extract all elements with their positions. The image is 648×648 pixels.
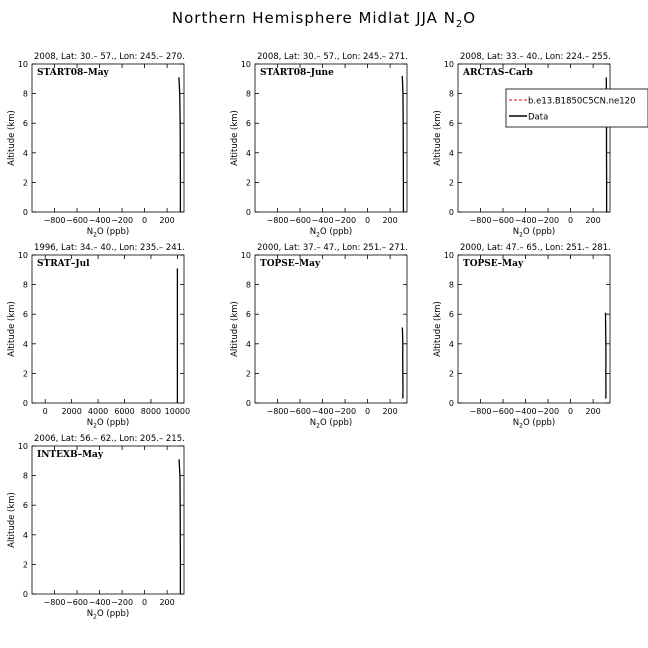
y-tick-label: 4 — [22, 148, 28, 158]
x-axis-label: $N_2O$ (ppb) — [309, 227, 353, 239]
x-tick-label: −600 — [289, 216, 312, 225]
panel-5 — [230, 243, 408, 430]
y-tick-label: 10 — [240, 60, 251, 69]
y-tick-label: 8 — [22, 471, 28, 481]
x-tick-label: −800 — [469, 407, 492, 416]
y-tick-label: 0 — [245, 208, 251, 217]
figure-title-main: Northern Hemisphere Midlat JJA N — [171, 9, 456, 27]
x-tick-label: −200 — [334, 407, 357, 416]
y-tick-label: 0 — [245, 399, 251, 408]
x-tick-label: 10000 — [164, 407, 191, 416]
x-tick-label: −200 — [537, 407, 560, 416]
y-tick-label: 0 — [22, 590, 28, 599]
figure-title — [172, 9, 476, 30]
y-tick-label: 2 — [22, 369, 28, 379]
y-tick-label: 6 — [245, 310, 251, 320]
data-profile-line — [402, 76, 403, 212]
y-tick-label: 6 — [448, 310, 454, 320]
legend-model-label: b.e13.B1850C5CN.ne120 — [528, 96, 636, 107]
x-tick-label: 4000 — [87, 407, 109, 416]
x-tick-label: 200 — [382, 216, 398, 225]
plot-frame — [32, 255, 184, 403]
y-axis-label: Altitude (km) — [7, 110, 17, 166]
x-tick-label: 0 — [142, 216, 148, 225]
y-tick-label: 10 — [443, 60, 454, 69]
campaign-label: INTEXB–May — [37, 450, 104, 460]
x-tick-label: −400 — [88, 598, 111, 607]
panel-4 — [7, 243, 190, 430]
x-tick-label: −200 — [334, 216, 357, 225]
y-tick-label: 8 — [245, 280, 251, 290]
y-tick-label: 4 — [448, 339, 454, 349]
x-tick-label: −600 — [289, 407, 312, 416]
plot-frame — [32, 64, 184, 212]
y-tick-label: 6 — [448, 119, 454, 129]
campaign-label: TOPSE–May — [260, 259, 321, 269]
y-tick-label: 0 — [22, 208, 28, 217]
x-tick-label: −400 — [311, 216, 334, 225]
y-tick-label: 4 — [448, 148, 454, 158]
y-tick-label: 2 — [448, 178, 454, 188]
y-tick-label: 0 — [448, 208, 454, 217]
plot-frame — [255, 64, 407, 212]
y-tick-label: 10 — [240, 251, 251, 260]
y-tick-label: 4 — [245, 148, 251, 158]
x-tick-label: 0 — [568, 407, 574, 416]
legend-data-label: Data — [528, 112, 549, 123]
panel-3 — [433, 52, 611, 239]
x-tick-label: −800 — [43, 598, 66, 607]
y-tick-label: 8 — [22, 280, 28, 290]
y-tick-label: 8 — [448, 89, 454, 99]
plot-frame — [255, 255, 407, 403]
y-axis-label: Altitude (km) — [230, 301, 240, 357]
x-tick-label: −200 — [111, 598, 134, 607]
x-axis-label: $N_2O$ (ppb) — [309, 418, 353, 430]
y-tick-label: 8 — [245, 89, 251, 99]
y-axis-label: Altitude (km) — [7, 492, 17, 548]
plot-frame — [458, 64, 610, 212]
y-tick-label: 8 — [448, 280, 454, 290]
x-tick-label: −600 — [66, 598, 89, 607]
x-tick-label: −400 — [514, 407, 537, 416]
x-tick-label: −800 — [266, 216, 289, 225]
x-tick-label: −600 — [492, 216, 515, 225]
panel-1 — [7, 52, 185, 239]
y-axis-label: Altitude (km) — [433, 110, 443, 166]
y-tick-label: 10 — [17, 60, 28, 69]
x-tick-label: 0 — [365, 407, 371, 416]
figure-title-tail: O — [463, 9, 477, 27]
data-profile-line — [179, 77, 180, 212]
panel-7 — [7, 434, 185, 621]
y-tick-label: 6 — [22, 501, 28, 511]
y-tick-label: 6 — [22, 310, 28, 320]
y-tick-label: 2 — [245, 178, 251, 188]
x-axis-label: $N_2O$ (ppb) — [86, 609, 130, 621]
y-tick-label: 2 — [22, 178, 28, 188]
campaign-label: START08–June — [260, 68, 334, 78]
panel-6 — [433, 243, 611, 430]
y-axis-label: Altitude (km) — [230, 110, 240, 166]
y-tick-label: 8 — [22, 89, 28, 99]
panel-2 — [230, 52, 408, 239]
y-tick-label: 0 — [448, 399, 454, 408]
figure-title-subscript: 2 — [455, 19, 464, 30]
campaign-label: ARCTAS–Carb — [463, 68, 533, 78]
data-profile-line — [402, 328, 403, 399]
y-tick-label: 10 — [443, 251, 454, 260]
x-tick-label: −200 — [537, 216, 560, 225]
x-tick-label: −400 — [514, 216, 537, 225]
x-tick-label: 0 — [42, 407, 48, 416]
x-tick-label: 8000 — [140, 407, 162, 416]
campaign-label: START08–May — [37, 68, 109, 78]
y-tick-label: 10 — [17, 251, 28, 260]
x-tick-label: 200 — [159, 216, 175, 225]
y-tick-label: 2 — [22, 560, 28, 570]
plot-frame — [32, 446, 184, 594]
campaign-label: TOPSE–May — [463, 259, 524, 269]
y-tick-label: 4 — [22, 530, 28, 540]
x-tick-label: 0 — [365, 216, 371, 225]
panel-header: 2000, Lat: 47.– 65., Lon: 251.– 281. — [460, 243, 611, 253]
y-tick-label: 4 — [245, 339, 251, 349]
y-axis-label: Altitude (km) — [7, 301, 17, 357]
x-tick-label: −800 — [43, 216, 66, 225]
y-axis-label: Altitude (km) — [433, 301, 443, 357]
plot-frame — [458, 255, 610, 403]
x-axis-label: $N_2O$ (ppb) — [512, 227, 556, 239]
panel-header: 2000, Lat: 37.– 47., Lon: 251.– 271. — [257, 243, 408, 253]
y-tick-label: 2 — [245, 369, 251, 379]
x-tick-label: 200 — [585, 407, 601, 416]
x-tick-label: −400 — [88, 216, 111, 225]
panels — [7, 52, 611, 621]
x-tick-label: −600 — [492, 407, 515, 416]
x-axis-label: $N_2O$ (ppb) — [86, 418, 130, 430]
panel-header: 2008, Lat: 33.– 40., Lon: 224.– 255. — [460, 52, 611, 62]
y-tick-label: 0 — [22, 399, 28, 408]
data-profile-line — [179, 459, 180, 594]
x-tick-label: 200 — [585, 216, 601, 225]
x-tick-label: 200 — [159, 598, 175, 607]
x-tick-label: −600 — [66, 216, 89, 225]
y-tick-label: 2 — [448, 369, 454, 379]
x-tick-label: 200 — [382, 407, 398, 416]
x-axis-label: $N_2O$ (ppb) — [512, 418, 556, 430]
x-axis-label: $N_2O$ (ppb) — [86, 227, 130, 239]
x-tick-label: −200 — [111, 216, 134, 225]
x-tick-label: −400 — [311, 407, 334, 416]
y-tick-label: 6 — [245, 119, 251, 129]
legend — [506, 89, 648, 127]
x-tick-label: 0 — [142, 598, 148, 607]
x-tick-label: 6000 — [114, 407, 135, 416]
panel-header: 2008, Lat: 30.– 57., Lon: 245.– 270. — [34, 52, 185, 62]
y-tick-label: 6 — [22, 119, 28, 129]
x-tick-label: 0 — [568, 216, 574, 225]
panel-header: 1996, Lat: 34.– 40., Lon: 235.– 241. — [34, 243, 185, 253]
campaign-label: STRAT–Jul — [37, 259, 90, 269]
x-tick-label: 2000 — [61, 407, 82, 416]
y-tick-label: 10 — [17, 442, 28, 451]
panel-header: 2006, Lat: 56.– 62., Lon: 205.– 215. — [34, 434, 185, 444]
y-tick-label: 4 — [22, 339, 28, 349]
x-tick-label: −800 — [469, 216, 492, 225]
panel-header: 2008, Lat: 30.– 57., Lon: 245.– 271. — [257, 52, 408, 62]
x-tick-label: −800 — [266, 407, 289, 416]
